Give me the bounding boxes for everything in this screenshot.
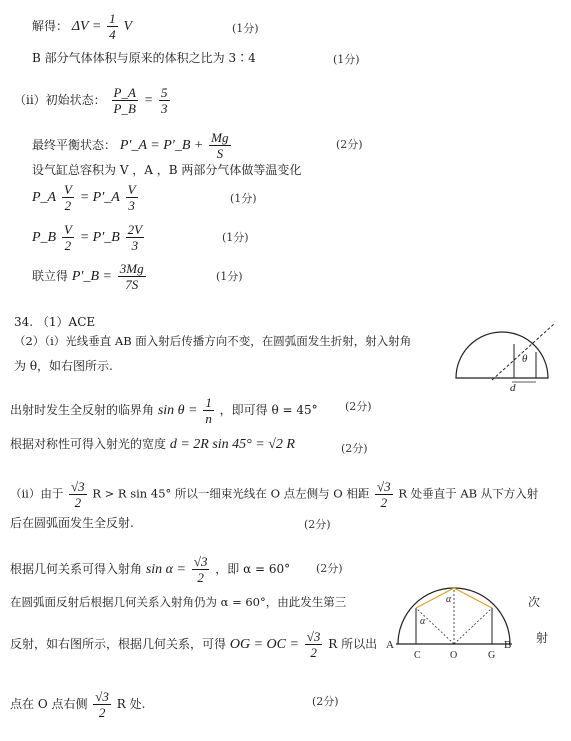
score-9: (2分) — [304, 518, 331, 531]
geo-line: 根据几何关系可得入射角 sin α = $\frac{√3}{2}$ ，即 α = 60° — [10, 554, 291, 585]
reflect2-end: 射 — [536, 631, 549, 645]
alpha-label-2: α — [446, 594, 452, 605]
critical-line: 出射时发生全反射的临界角 sin θ = $\frac{1}{n}$ ，即可得 θ = 45° — [10, 395, 318, 426]
pa-pb-fraction: $\frac{P\_A}{P\_B}$ — [113, 85, 136, 116]
score-10: (2分) — [316, 562, 343, 575]
joint-line: 联立得 P′_B = $\frac{3Mg}{7S}$ — [32, 261, 144, 292]
score-8: (2分) — [341, 442, 368, 455]
delta-v-expr: ΔV = — [71, 19, 102, 34]
solve-prefix: 解得： — [32, 19, 69, 33]
ii-line1: （ii）由于 $\frac{√3}{2}$ R > R sin 45° 所以一细束光线在 O 点左侧与 O 相距 $\frac{√3}{2}$ R 处垂直于 AB 从下方入射 — [10, 479, 539, 510]
q34-p2-line1: （2）（i）光线垂直 AB 面入射后传播方向不变，在圆弧面发生折射，射入射角 — [14, 334, 412, 348]
ii-line2: 后在圆弧面发生全反射. — [10, 516, 134, 530]
score-2: (1分) — [333, 53, 360, 66]
score-6: (1分) — [216, 270, 243, 283]
final-state-expr: P′_A = P′_B + — [119, 138, 204, 153]
label-a: A — [386, 639, 394, 651]
semicircle-diagram — [452, 320, 557, 392]
label-o: O — [450, 650, 458, 660]
eq1-line: P_A $\frac{V}{2}$ = P′_A $\frac{V}{3}$ — [32, 182, 136, 213]
score-4: (1分) — [230, 192, 257, 205]
final-state-line — [32, 131, 233, 160]
alpha-label-1: α — [420, 616, 426, 627]
reflection-diagram — [386, 584, 516, 660]
initial-state-line: （ii）初始状态： $\frac{P\_A}{P\_B}$ = $\frac{5}{3}$ — [14, 85, 168, 116]
initial-state-label: （ii）初始状态： — [14, 93, 106, 107]
q34-p2-line2: 为 θ，如右图所示. — [14, 359, 113, 373]
v-symbol: V — [123, 19, 133, 34]
reflect2-line: 反射，如右图所示，根据几何关系，可得 OG = OC = $\frac{√3}{2}$ R 所以出 — [10, 629, 378, 660]
score-11: (2分) — [312, 695, 339, 708]
reflect-tail: 次 — [528, 595, 541, 609]
score-7: (2分) — [345, 400, 372, 413]
width-line: 根据对称性可得入射光的宽度 d = 2R sin 45° = √2 R — [10, 437, 295, 452]
label-b: B — [504, 639, 512, 651]
score-5: (1分) — [222, 231, 249, 244]
eq2-line: P_B $\frac{V}{2}$ = P′_B $\frac{2V}{3}$ — [32, 222, 143, 253]
quarter-fraction: $\frac{1}{4}$ — [109, 11, 116, 42]
score-1: (1分) — [232, 22, 259, 35]
q34-head: 34. （1）ACE — [14, 315, 96, 329]
solve-line — [32, 12, 132, 41]
final-state-label: 最终平衡状态： — [32, 138, 117, 152]
five-thirds-fraction: $\frac{5}{3}$ — [161, 85, 168, 116]
point-line: 点在 O 点右侧 $\frac{√3}{2}$ R 处. — [10, 689, 146, 720]
assume-line: 设气缸总容积为 V ，A ，B 两部分气体做等温变化 — [32, 163, 302, 177]
reflect-line: 在圆弧面反射后根据几何关系入射角仍为 α = 60°，由此发生第三 — [10, 595, 347, 609]
d-label: d — [510, 382, 516, 392]
score-3: (2分) — [336, 138, 363, 151]
mg-s-fraction: $\frac{Mg}{S}$ — [211, 130, 229, 161]
label-g: G — [488, 650, 496, 660]
theta-label: θ — [522, 353, 528, 365]
label-c: C — [414, 650, 421, 660]
ratio-line: B 部分气体体积与原来的体积之比为 3∶4 — [32, 51, 256, 65]
